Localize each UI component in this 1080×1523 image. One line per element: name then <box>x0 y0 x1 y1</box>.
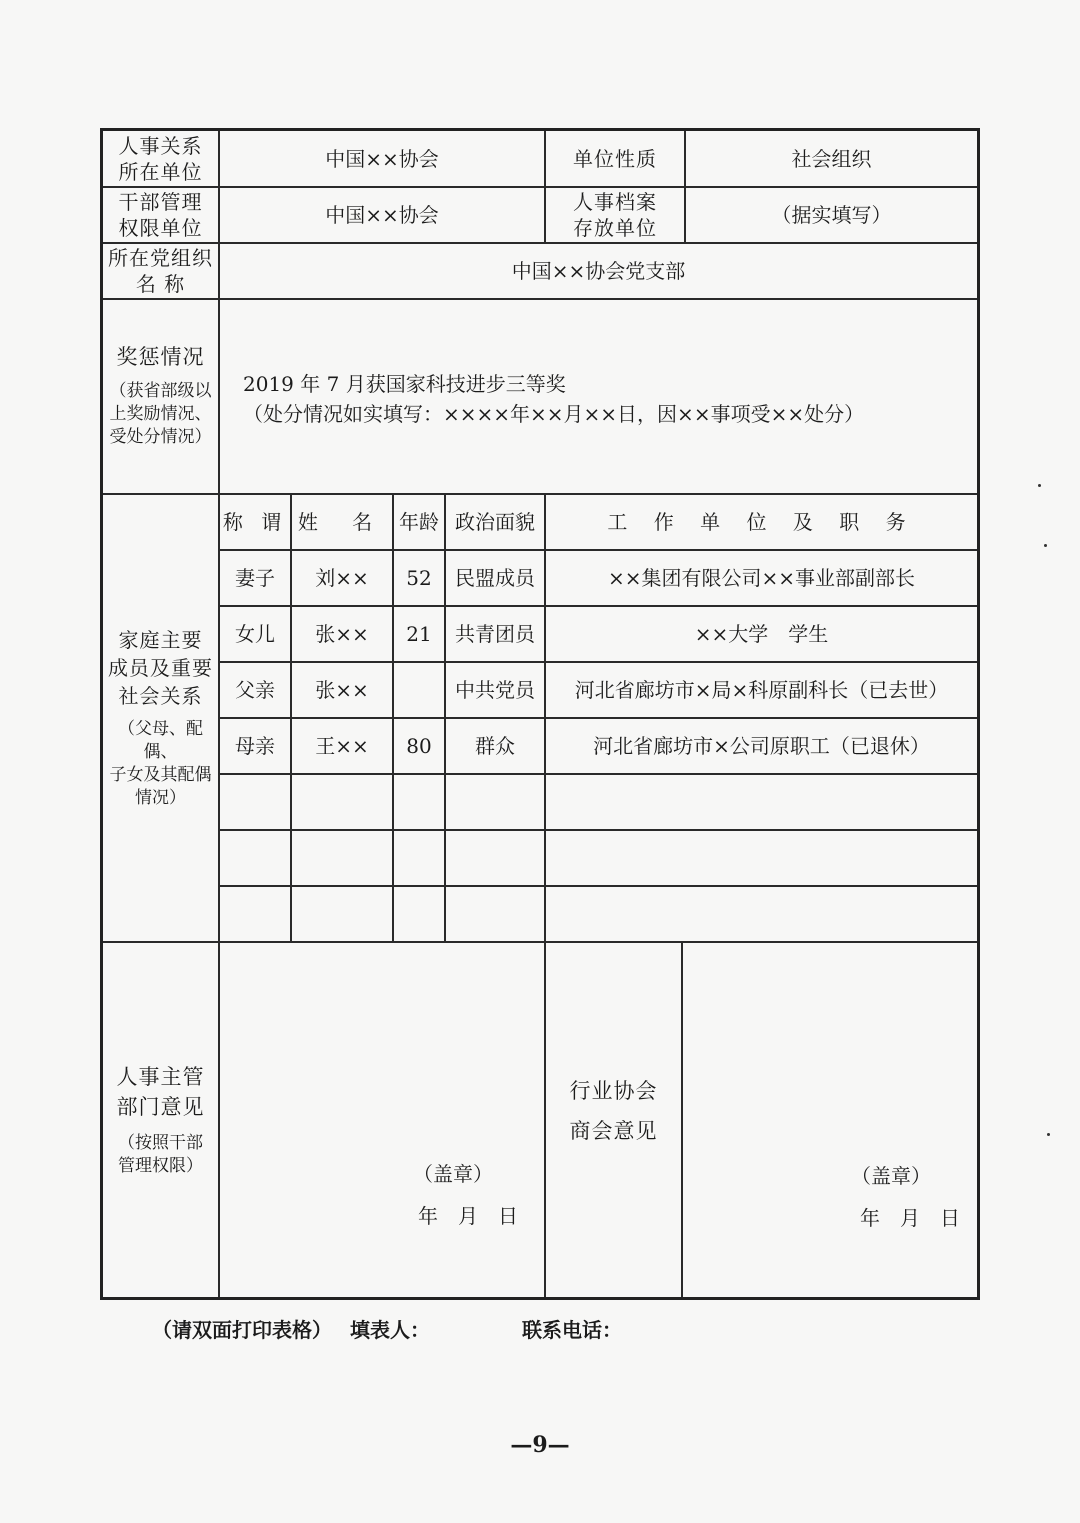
association-seal-text: （盖章） <box>851 1164 931 1188</box>
relation-cell: 女儿 <box>235 622 275 646</box>
awards-line-1: 2019 年 7 月获国家科技进步三等奖 <box>243 372 566 396</box>
relation-cell: 母亲 <box>235 734 275 758</box>
work-cell: ××集团有限公司××事业部副部长 <box>607 566 916 590</box>
scan-speck <box>1038 484 1041 487</box>
filler-label: 填表人： <box>350 1318 430 1342</box>
header-relation: 称 谓 <box>222 510 288 534</box>
work-cell: ××大学 学生 <box>694 622 829 646</box>
name-cell: 张×× <box>315 678 369 702</box>
hr-opinion-note: （按照干部 管理权限） <box>118 1133 203 1176</box>
header-name: 姓 名 <box>297 510 387 534</box>
header-politics: 政治面貌 <box>455 510 535 534</box>
relation-cell: 妻子 <box>235 566 275 590</box>
value-personnel-unit: 中国××协会 <box>325 146 439 171</box>
label-party-organization: 所在党组织 名 称 <box>108 246 213 296</box>
label-association-opinion: 行业协会 商会意见 <box>569 1079 658 1143</box>
scan-speck <box>1047 1133 1050 1136</box>
family-note: （父母、配偶、 子女及其配偶 情况） <box>109 719 212 808</box>
name-cell: 王×× <box>315 734 369 758</box>
label-family: 家庭主要 成员及重要 社会关系 <box>108 628 213 708</box>
value-unit-nature: 社会组织 <box>791 146 872 171</box>
awards-line-2: （处分情况如实填写：××××年××月××日，因××事项受××处分） <box>243 402 865 426</box>
label-unit-nature: 单位性质 <box>573 146 657 171</box>
label-awards: 奖惩情况 <box>116 345 205 369</box>
label-archive-unit: 人事档案 存放单位 <box>573 190 657 240</box>
name-cell: 张×× <box>315 622 369 646</box>
label-hr-opinion: 人事主管 部门意见 <box>116 1065 205 1119</box>
value-cadre-management-unit: 中国××协会 <box>325 203 439 227</box>
label-personnel-unit: 人事关系 所在单位 <box>118 133 203 184</box>
age-cell: 21 <box>406 622 432 646</box>
age-cell <box>394 663 444 717</box>
page-number: —9— <box>510 1432 570 1458</box>
print-note: （请双面打印表格） <box>152 1318 332 1342</box>
header-age: 年龄 <box>399 510 439 534</box>
work-cell: 河北省廊坊市×局×科原副科长（已去世） <box>574 678 949 702</box>
scan-speck <box>1044 544 1047 547</box>
politics-cell: 群众 <box>475 734 515 758</box>
politics-cell: 共青团员 <box>455 622 535 646</box>
awards-note: （获省部级以 上奖励情况、 受处分情况） <box>109 381 212 447</box>
work-cell: 河北省廊坊市×公司原职工（已退休） <box>593 734 930 758</box>
age-cell: 52 <box>406 566 432 590</box>
age-cell: 80 <box>406 734 432 758</box>
value-archive-unit: （据实填写） <box>771 203 892 227</box>
relation-cell: 父亲 <box>235 678 275 702</box>
politics-cell: 民盟成员 <box>455 566 535 590</box>
phone-label: 联系电话： <box>522 1318 622 1342</box>
label-cadre-management-unit: 干部管理 权限单位 <box>118 190 203 240</box>
hr-seal-text: （盖章） <box>413 1162 493 1186</box>
value-party-organization: 中国××协会党支部 <box>511 259 686 283</box>
politics-cell: 中共党员 <box>455 678 535 702</box>
association-date-text: 年 月 日 <box>860 1206 960 1230</box>
header-work: 工 作 单 位 及 职 务 <box>607 510 916 534</box>
hr-date-text: 年 月 日 <box>418 1204 518 1228</box>
form-table <box>100 128 980 1300</box>
name-cell: 刘×× <box>315 566 369 590</box>
